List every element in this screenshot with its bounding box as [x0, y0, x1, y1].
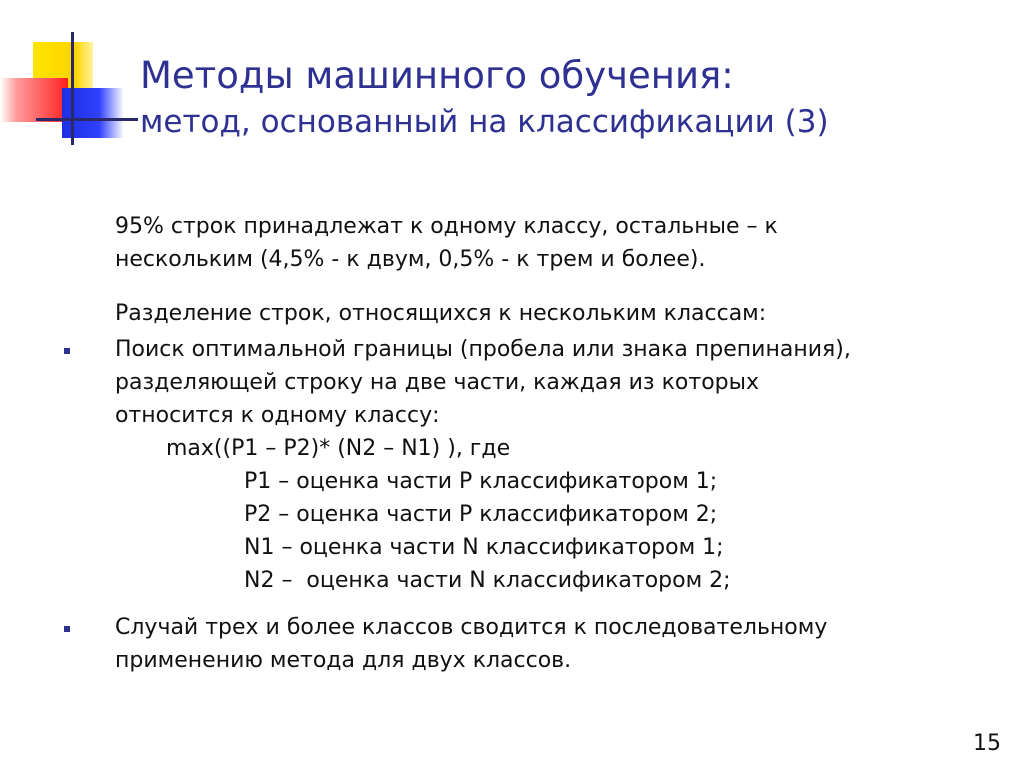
bullet-line: Случай трех и более классов сводится к последовательному: [115, 615, 828, 640]
bullet-square-icon: [64, 626, 70, 632]
slide-title: [140, 54, 829, 142]
intro-line: нескольким (4,5% - к двум, 0,5% - к трем и более).: [115, 247, 706, 272]
logo-horizontal-line: [36, 118, 138, 121]
intro-paragraph: [0, 210, 1024, 276]
bullet-line: применению метода для двух классов.: [115, 648, 572, 673]
formula-line: max((P1 – P2)* (N2 – N1) ), где: [166, 436, 511, 461]
slide-logo: [0, 0, 150, 150]
bullet-line: разделяющей строку на две части, каждая из которых: [115, 370, 760, 395]
title-main: Методы машинного обучения:: [140, 54, 734, 97]
definition-line: N2 – оценка части N классификатором 2;: [244, 568, 731, 593]
bullet-item-search: [0, 333, 1024, 597]
logo-red-square: [0, 78, 68, 122]
bullet-item-multiclass: [0, 611, 1024, 677]
definition-line: P1 – оценка части P классификатором 1;: [244, 469, 718, 494]
page-number: 15: [973, 731, 1001, 756]
definition-line: P2 – оценка части P классификатором 2;: [244, 502, 718, 527]
bullet-line: Поиск оптимальной границы (пробела или знака препинания),: [115, 337, 851, 362]
intro-subheading: [0, 297, 1024, 330]
bullet-line: относится к одному классу:: [115, 403, 440, 428]
intro-line: Разделение строк, относящихся к нескольким классам:: [115, 301, 767, 326]
slide-content: [0, 210, 1024, 677]
logo-vertical-line: [71, 32, 74, 145]
intro-line: 95% строк принадлежат к одному классу, остальные – к: [115, 214, 778, 239]
title-subtitle: метод, основанный на классификации (3): [140, 104, 829, 141]
definition-line: N1 – оценка части N классификатором 1;: [244, 535, 724, 560]
bullet-square-icon: [64, 348, 70, 354]
